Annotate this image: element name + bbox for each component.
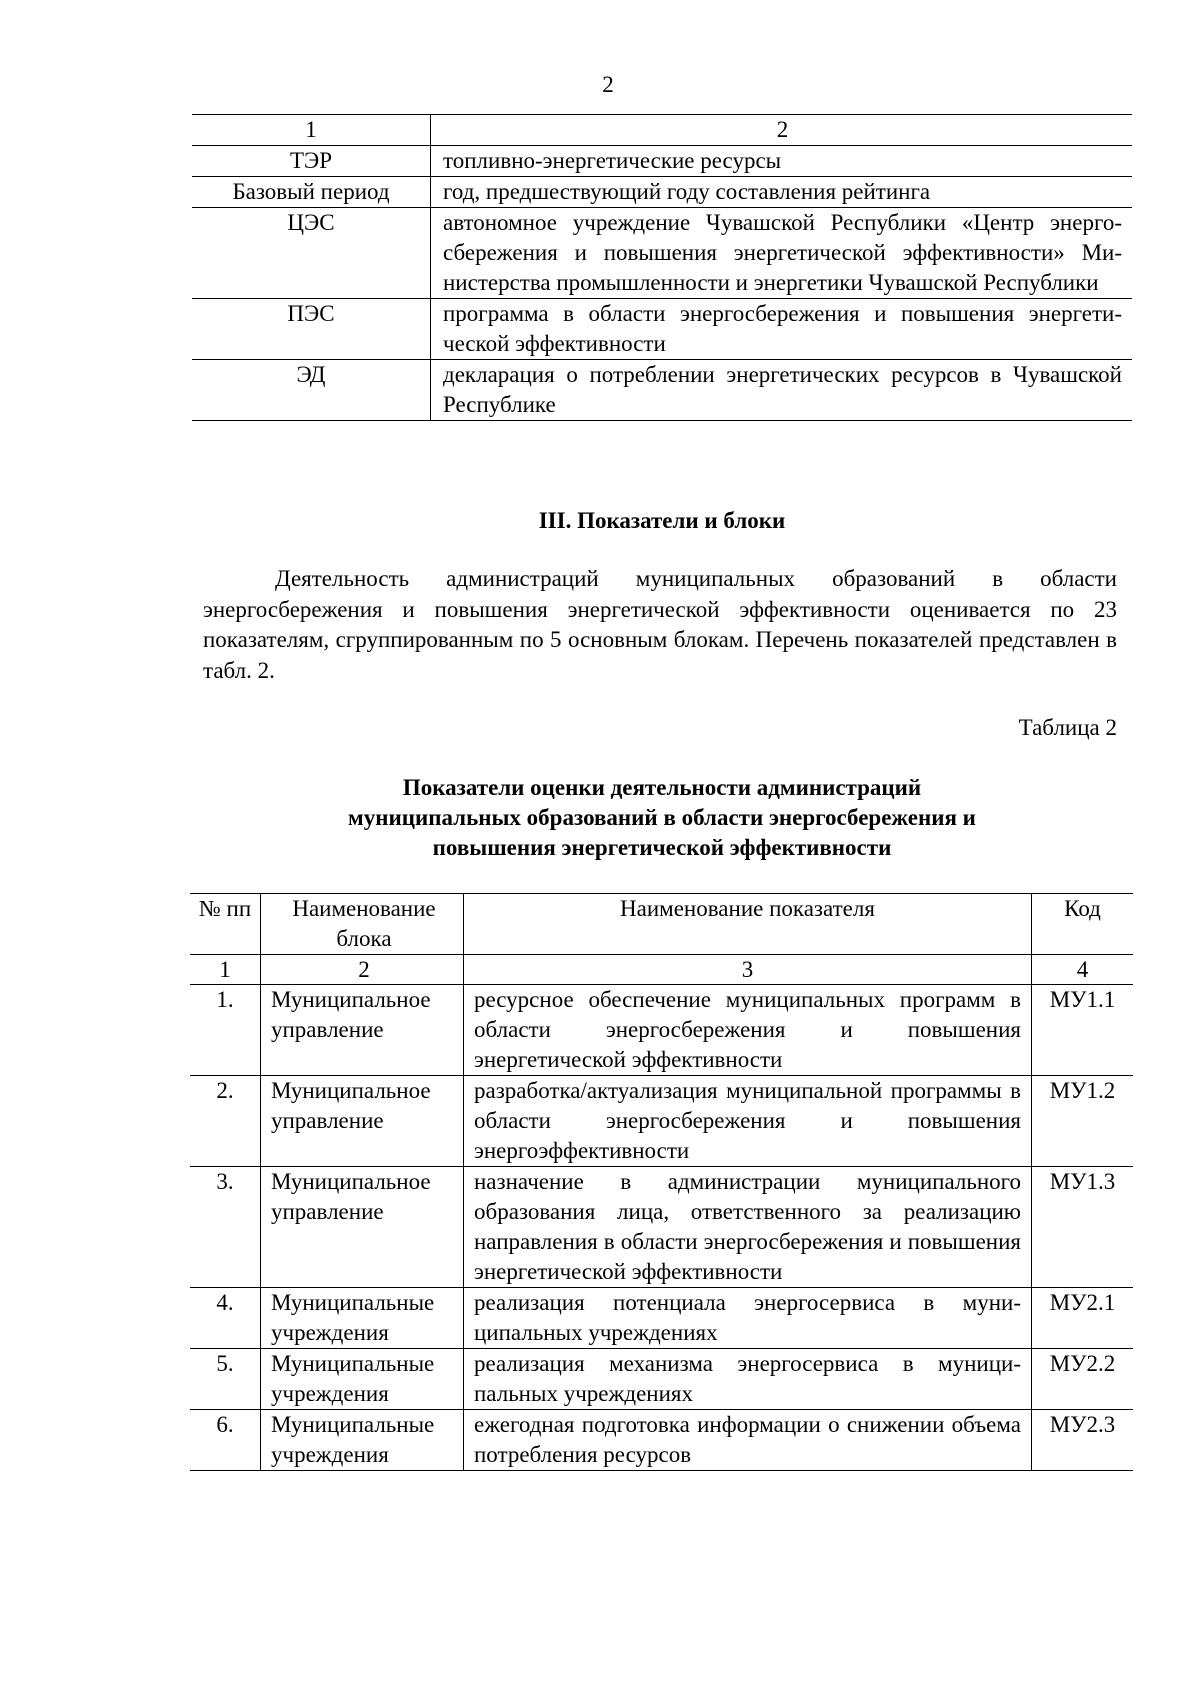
abbreviation-term: Базовый период [192, 177, 431, 208]
indicators-header-row [190, 894, 1133, 955]
header-code: Код [1064, 896, 1101, 921]
abbreviation-row [192, 146, 1132, 177]
abbreviation-term: ЭД [192, 360, 431, 421]
column-number: 4 [1076, 957, 1089, 982]
table-title-line: Показатели оценки деятельности администраций [402, 775, 922, 800]
table-row [190, 985, 1133, 1076]
table-row [190, 1288, 1133, 1349]
row-code: МУ1.2 [1049, 1078, 1116, 1103]
table-label: Таблица 2 [1018, 715, 1117, 740]
row-indicator: назначение в администрации муниципального образования лица, ответственного за реализацию направления в области энергосбережения и повышения энергетической эффективности [464, 1167, 1032, 1288]
row-number: 6. [190, 1410, 261, 1471]
abbreviation-row [192, 208, 1132, 299]
row-code: МУ2.3 [1049, 1412, 1116, 1437]
section-paragraph: Деятельность администраций муниципальных образований в области энергосбережения и повышения энергетической эффективности оценивается по 23 показателям, сгруппированным по 5 основным блокам. Перечень показателей представлен в табл. 2. [203, 566, 1117, 683]
row-indicator: ежегодная подготовка информации о снижении объема потребления ресурсов [464, 1410, 1032, 1471]
section-heading: III. Показатели и блоки [538, 508, 786, 533]
page-number: 2 [602, 72, 614, 97]
row-code: МУ2.1 [1049, 1290, 1116, 1315]
table-title-line: муниципальных образований в области энергосбережения и [348, 805, 976, 830]
abbreviation-meaning: топливно-энергетические ресурсы [443, 148, 782, 173]
abbreviations-header-col-1: 1 [192, 115, 431, 146]
table-row [190, 1349, 1133, 1410]
column-number: 3 [464, 955, 1032, 985]
abbreviation-meaning: программа в области энергосбережения и повышения энергетической эффективности [443, 301, 1122, 356]
header-block: Наименование блока [261, 894, 464, 955]
abbreviation-meaning: декларация о потреблении энергетических ресурсов в Чувашской Республике [443, 362, 1122, 417]
indicators-table [190, 893, 1133, 1471]
abbreviation-meaning: автономное учреждение Чувашской Республики «Центр энергосбережения и повышения энергетической эффективности» Министерства промышленности и энергетики Чувашской Республики [443, 210, 1122, 295]
row-code: МУ2.2 [1049, 1351, 1116, 1376]
row-code: МУ1.3 [1049, 1169, 1116, 1194]
header-number: № пп [190, 894, 261, 955]
table-title-line: повышения энергетической эффективности [432, 835, 892, 860]
column-number: 2 [261, 955, 464, 985]
abbreviation-term: ЦЭС [192, 208, 431, 299]
table-row [190, 1076, 1133, 1167]
row-indicator: ресурсное обеспечение муниципальных программ в области энергосбережения и повышения энергетической эффективности [464, 985, 1032, 1076]
abbreviations-table [192, 114, 1132, 421]
row-number: 3. [190, 1167, 261, 1288]
abbreviation-term: ПЭС [192, 299, 431, 360]
abbreviation-row [192, 177, 1132, 208]
row-block: Муниципальные учреждения [261, 1349, 464, 1410]
row-number: 1. [190, 985, 261, 1076]
row-indicator: разработка/актуализация муниципальной программы в области энергосбережения и повышения энергоэффективности [464, 1076, 1032, 1167]
row-indicator: реализация потенциала энергосервиса в муниципальных учреждениях [464, 1288, 1032, 1349]
abbreviations-header-row [192, 115, 1132, 146]
row-block: Муниципальные учреждения [261, 1410, 464, 1471]
row-indicator: реализация механизма энергосервиса в муниципальных учреждениях [464, 1349, 1032, 1410]
row-number: 4. [190, 1288, 261, 1349]
table-title [192, 773, 1132, 863]
abbreviation-term: ТЭР [192, 146, 431, 177]
row-block: Муниципальные учреждения [261, 1288, 464, 1349]
row-block: Муниципальное управление [261, 1167, 464, 1288]
row-block: Муниципальное управление [261, 1076, 464, 1167]
header-indicator: Наименование показателя [464, 894, 1032, 955]
row-number: 2. [190, 1076, 261, 1167]
row-block: Муниципальное управление [261, 985, 464, 1076]
row-number: 5. [190, 1349, 261, 1410]
table-row [190, 1410, 1133, 1471]
abbreviation-row [192, 299, 1132, 360]
abbreviation-meaning: год, предшествующий году составления рейтинга [443, 179, 931, 204]
column-number: 1 [190, 955, 261, 985]
abbreviations-header-col-2: 2 [776, 117, 789, 142]
abbreviation-row [192, 360, 1132, 421]
column-numbers-row [190, 955, 1133, 985]
row-code: МУ1.1 [1049, 987, 1116, 1012]
table-row [190, 1167, 1133, 1288]
